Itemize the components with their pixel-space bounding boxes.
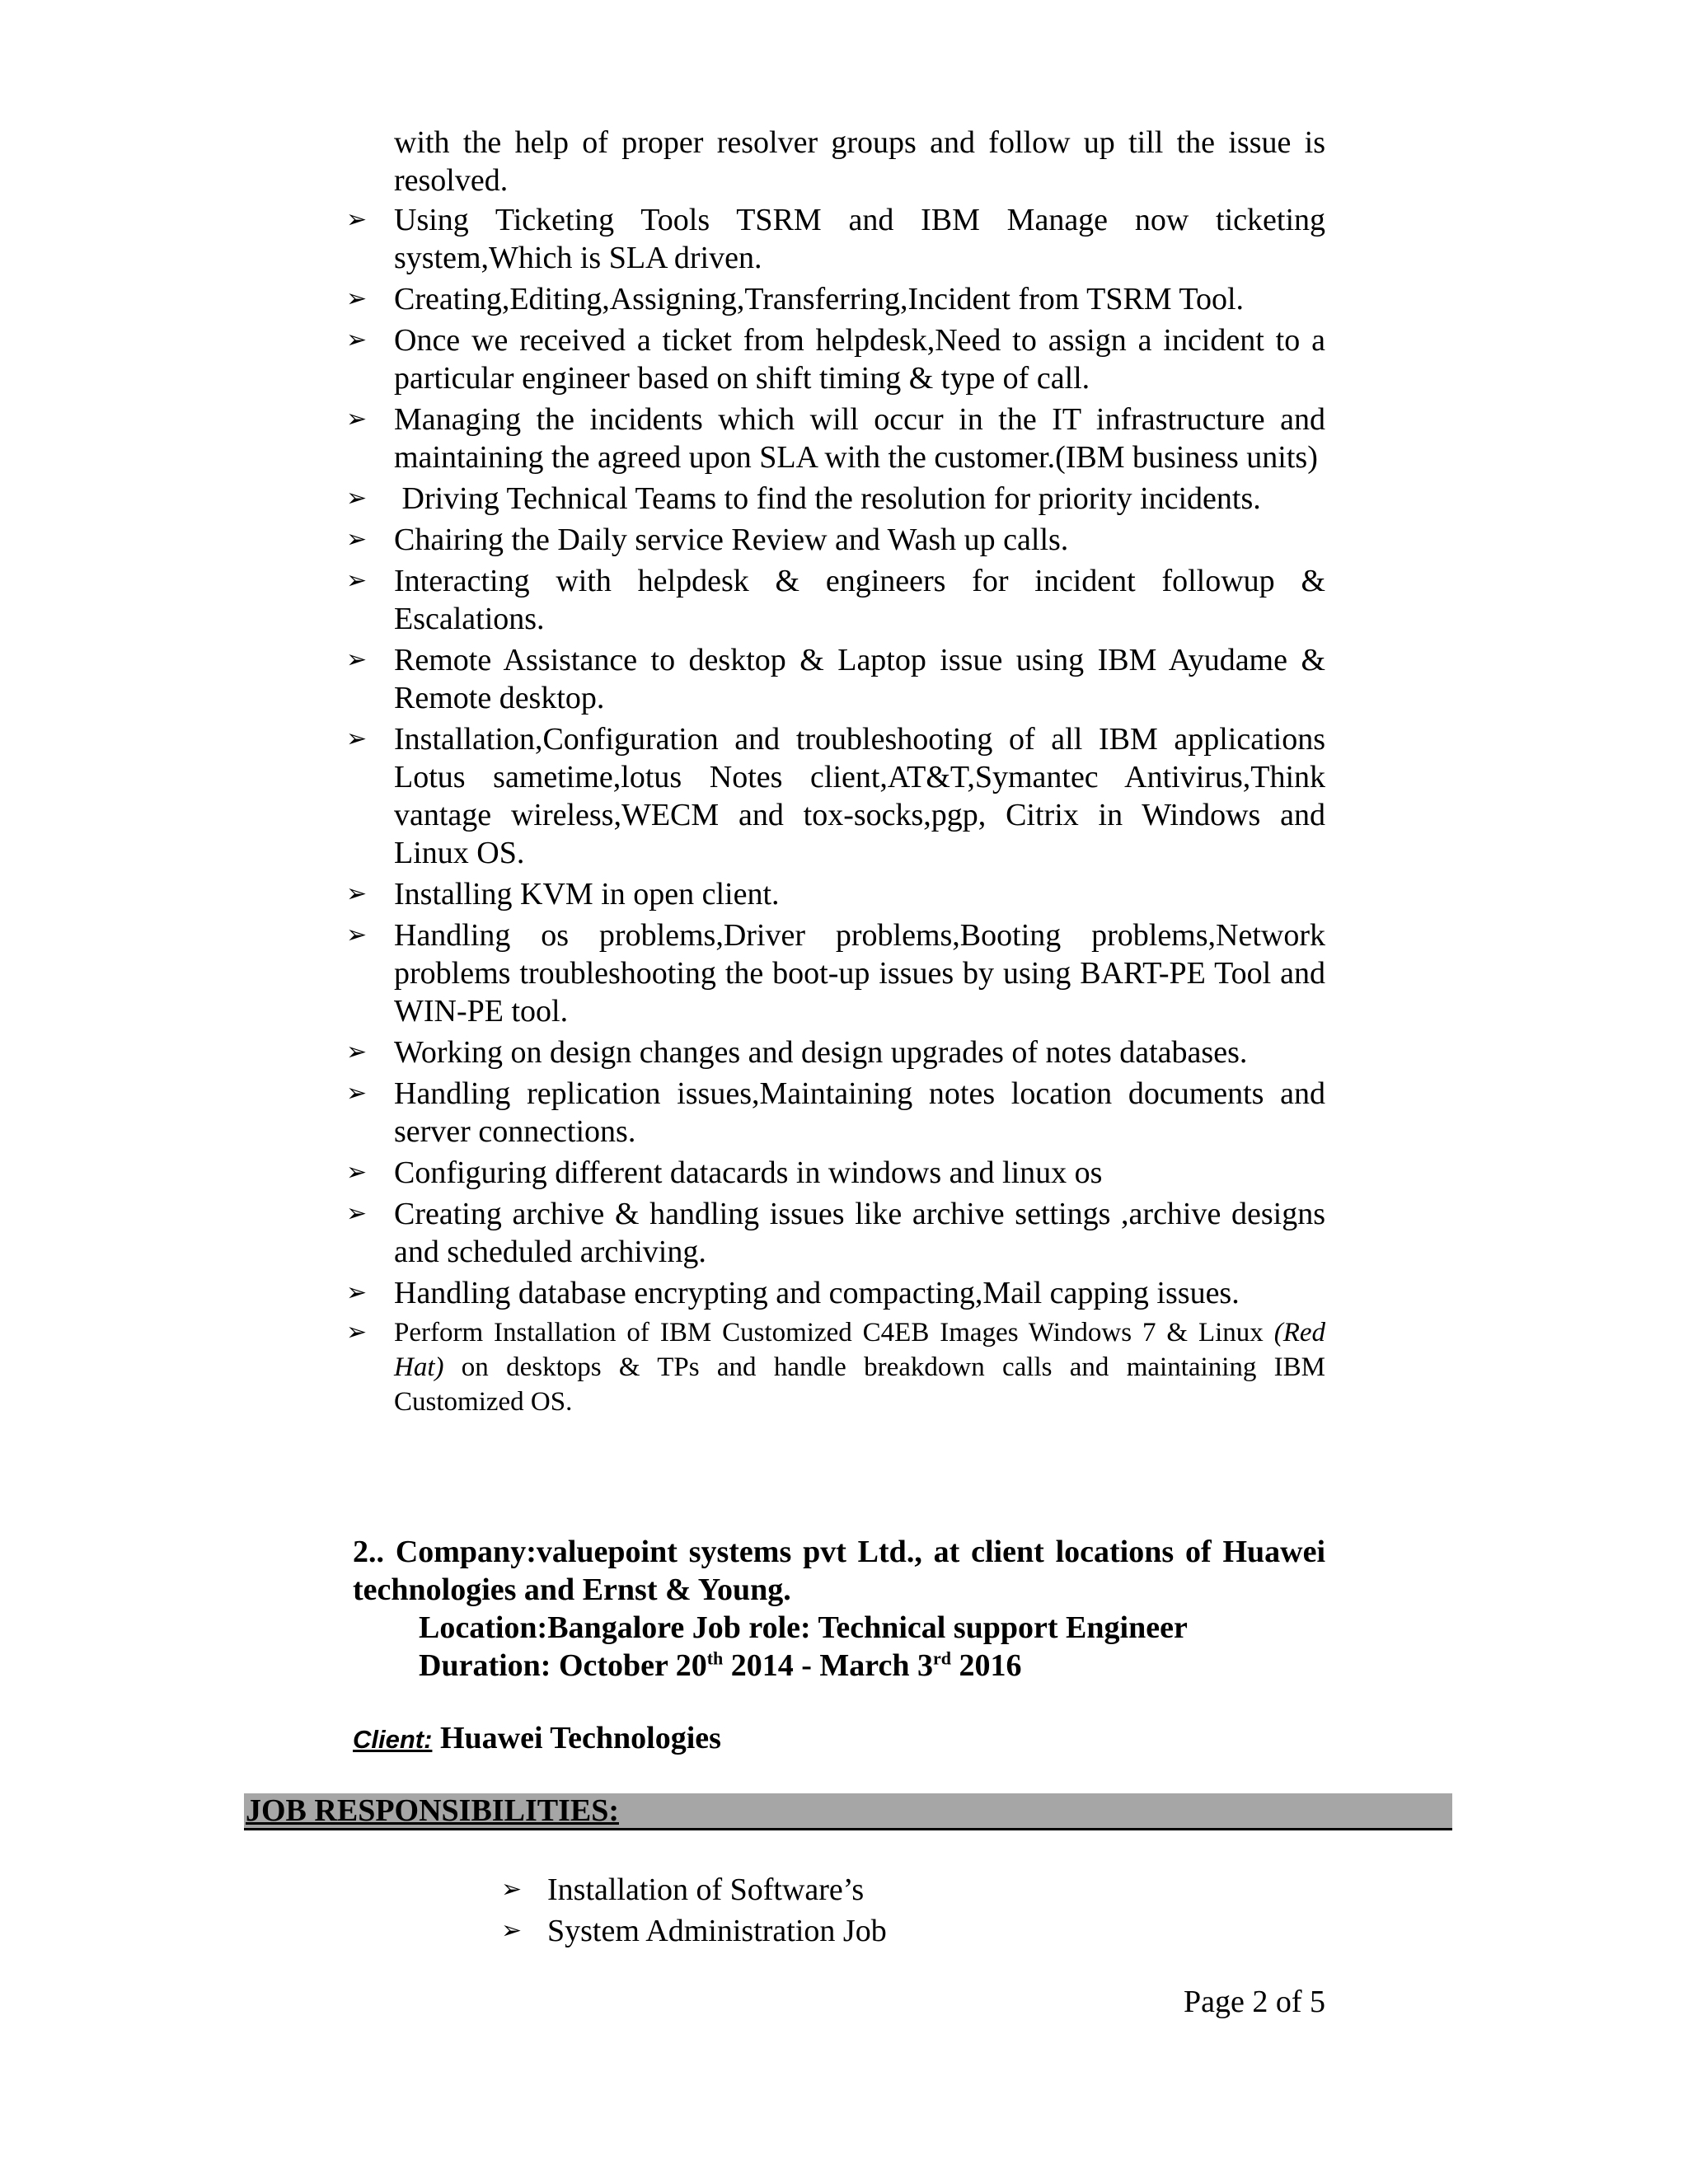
arrow-bullet-icon: ➢ — [346, 326, 368, 354]
arrow-bullet-icon: ➢ — [346, 205, 368, 234]
arrow-bullet-icon: ➢ — [346, 879, 368, 908]
arrow-bullet-icon: ➢ — [346, 921, 368, 949]
job-responsibility-list — [501, 1869, 887, 1952]
list-item: ➢ System Administration Job — [501, 1910, 887, 1952]
arrow-bullet-icon: ➢ — [501, 1916, 523, 1945]
arrow-bullet-icon: ➢ — [346, 284, 368, 313]
arrow-bullet-icon: ➢ — [346, 1199, 368, 1228]
arrow-bullet-icon: ➢ — [346, 566, 368, 595]
arrow-bullet-icon: ➢ — [346, 1038, 368, 1066]
list-item: ➢ Installation,Configuration and troubleshooting of all IBM applications Lotus sametime,lotus Notes client,AT&T,Symantec Antivirus,Think vantage wireless,WECM and tox-socks,pgp, Citrix in Windows and Linux OS. — [346, 722, 1325, 870]
job-responsibilities-heading: JOB RESPONSIBILITIES: — [244, 1793, 1452, 1830]
list-item: ➢ Handling database encrypting and compacting,Mail capping issues. — [346, 1276, 1240, 1310]
client-name: Huawei Technologies — [432, 1721, 721, 1755]
list-item: ➢ Interacting with helpdesk & engineers for incident followup & Escalations. — [346, 564, 1325, 636]
list-item: ➢ Managing the incidents which will occur in the IT infrastructure and maintaining the agreed upon SLA with the customer.(IBM business units) — [346, 402, 1325, 475]
list-item: ➢ Creating archive & handling issues like archive settings ,archive designs and scheduled archiving. — [346, 1197, 1325, 1269]
list-item: ➢ Installation of Software’s — [501, 1869, 887, 1910]
list-item: ➢ Handling os problems,Driver problems,Booting problems,Network problems troubleshooting the boot-up issues by using BART-PE Tool and WIN-PE tool. — [346, 918, 1325, 1029]
arrow-bullet-icon: ➢ — [346, 525, 368, 554]
list-item: ➢ Chairing the Daily service Review and Wash up calls. — [346, 523, 1069, 557]
list-item: ➢ Driving Technical Teams to find the resolution for priority incidents. — [346, 481, 1261, 516]
list-item: ➢ Remote Assistance to desktop & Laptop issue using IBM Ayudame & Remote desktop. — [346, 643, 1325, 715]
list-item: ➢ Working on design changes and design upgrades of notes databases. — [346, 1035, 1248, 1070]
client-line — [353, 1719, 721, 1759]
arrow-bullet-icon: ➢ — [346, 1318, 368, 1347]
job-duration: Duration: October 20th 2014 - March 3rd 2016 — [419, 1647, 1022, 1683]
arrow-bullet-icon: ➢ — [346, 484, 368, 513]
company-heading: 2.. Company:valuepoint systems pvt Ltd., at client locations of Huawei technologies and Ernst & Young. — [353, 1535, 1325, 1607]
arrow-bullet-icon: ➢ — [346, 1158, 368, 1187]
list-item: ➢ Handling replication issues,Maintaining notes location documents and server connections. — [346, 1076, 1325, 1149]
arrow-bullet-icon: ➢ — [501, 1875, 523, 1904]
client-label: Client: — [353, 1725, 433, 1754]
page-number: Page 2 of 5 — [1183, 1985, 1325, 2019]
list-item: ➢ Creating,Editing,Assigning,Transferring,Incident from TSRM Tool. — [346, 282, 1245, 316]
arrow-bullet-icon: ➢ — [346, 405, 368, 434]
list-item: ➢ Perform Installation of IBM Customized C4EB Images Windows 7 & Linux (Red Hat) on desktops & TPs and handle breakdown calls and maintaining IBM Customized OS. — [346, 1315, 1325, 1419]
arrow-bullet-icon: ➢ — [346, 1278, 368, 1307]
job-location-role: Location:Bangalore Job role: Technical support Engineer — [419, 1610, 1188, 1645]
list-item: ➢ Installing KVM in open client. — [346, 877, 780, 912]
responsibility-list — [346, 201, 1325, 1422]
arrow-bullet-icon: ➢ — [346, 645, 368, 674]
list-item: ➢ Using Ticketing Tools TSRM and IBM Manage now ticketing system,Which is SLA driven. — [346, 203, 1325, 275]
continued-paragraph: with the help of proper resolver groups and follow up till the issue is resolved. — [394, 125, 1325, 198]
list-item: ➢ Configuring different datacards in windows and linux os — [346, 1155, 1103, 1190]
arrow-bullet-icon: ➢ — [346, 1079, 368, 1108]
list-item: ➢ Once we received a ticket from helpdesk,Need to assign a incident to a particular engineer based on shift timing & type of call. — [346, 323, 1325, 396]
arrow-bullet-icon: ➢ — [346, 724, 368, 753]
